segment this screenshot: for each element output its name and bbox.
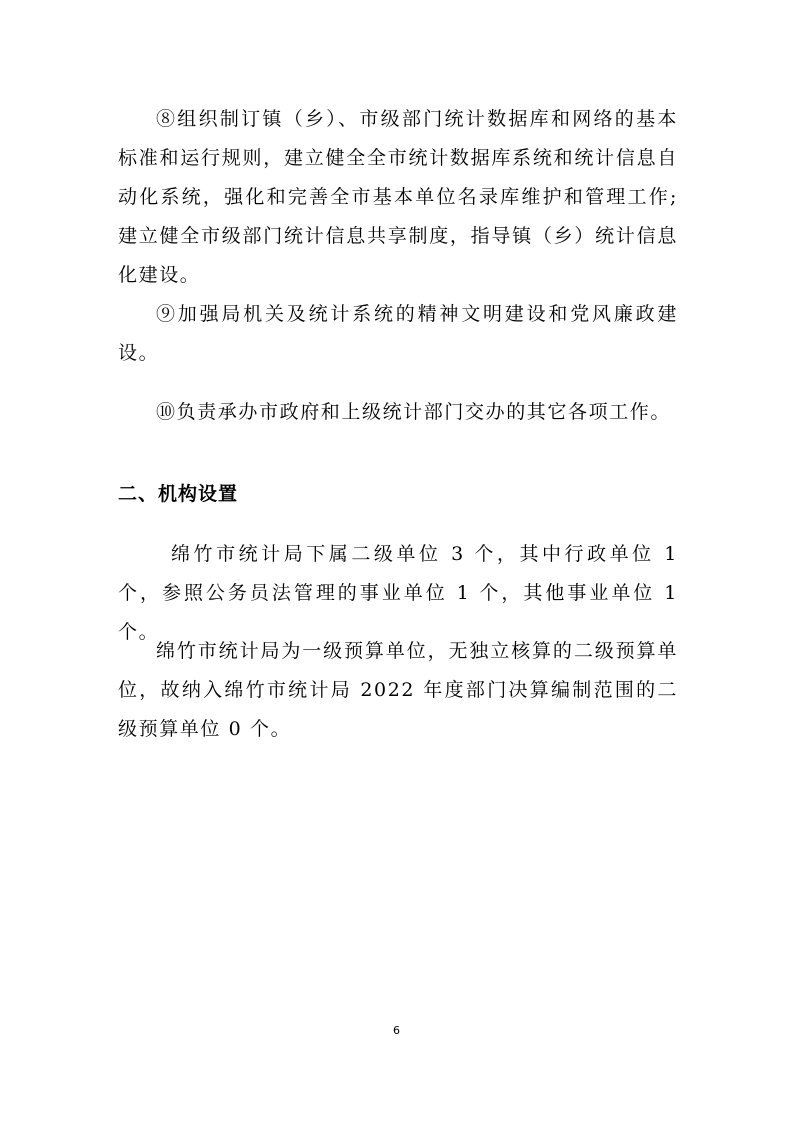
paragraph-item-8: ⑧组织制订镇（乡）、市级部门统计数据库和网络的基本标准和运行规则，建立健全全市统计数据库系统和统计信息自动化系统，强化和完善全市基本单位名录库维护和管理工作;建立健全市级部门统计信息共享制度，指导镇（乡）统计信息化建设。	[118, 108, 678, 286]
paragraph-item-10: ⑩负责承办市政府和上级统计部门交办的其它各项工作。	[156, 401, 672, 423]
paragraph-budget-units: 绵竹市统计局为一级预算单位，无独立核算的二级预算单位，故纳入绵竹市统计局 2022 年度部门决算编制范围的二级预算单位 0 个。	[118, 640, 678, 740]
paragraph-org-units: 绵竹市统计局下属二级单位 3 个，其中行政单位 1 个，参照公务员法管理的事业单位 1 个，其他事业单位 1 个。	[118, 543, 678, 643]
page-number: 6	[393, 1024, 400, 1037]
section-heading: 二、机构设置	[118, 483, 239, 505]
paragraph-item-9: ⑨加强局机关及统计系统的精神文明建设和党风廉政建设。	[118, 303, 678, 364]
